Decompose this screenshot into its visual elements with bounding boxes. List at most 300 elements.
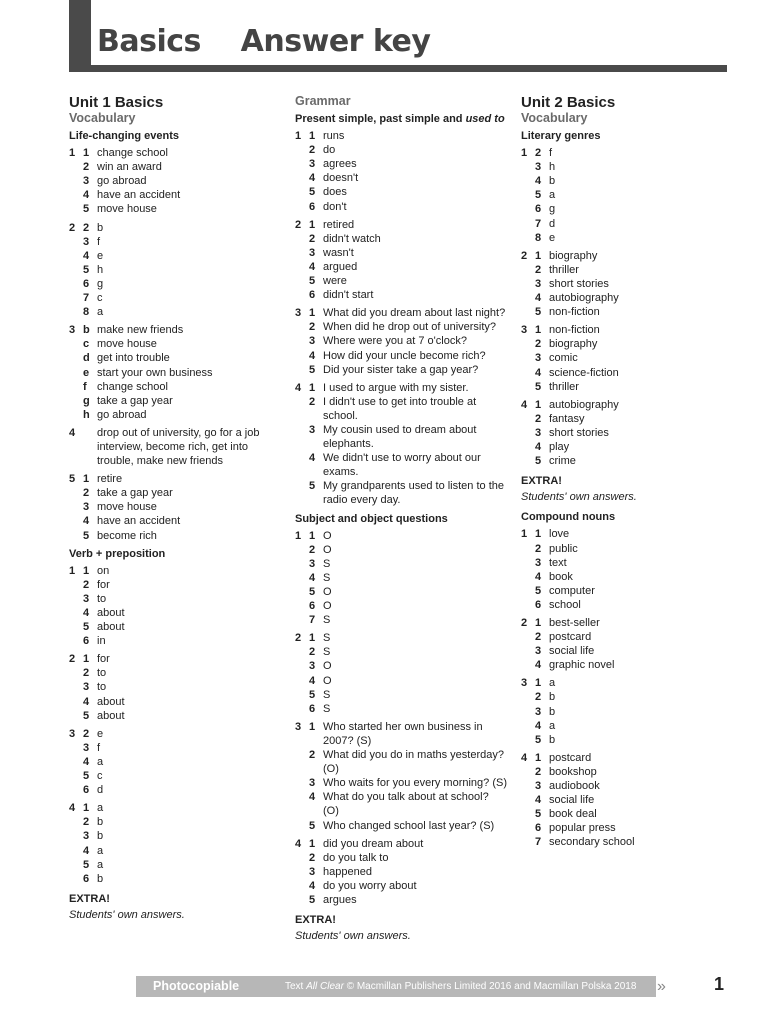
- item-number: 5: [83, 770, 90, 783]
- answer-row: [295, 837, 507, 851]
- exercise: [69, 323, 281, 422]
- item-number: 2: [535, 338, 542, 351]
- answer-text: I used to argue with my sister.: [323, 381, 469, 394]
- answer-text: e: [97, 727, 104, 740]
- item-number: 6: [535, 822, 542, 835]
- answer-row: [295, 423, 507, 451]
- item-number: 1: [535, 528, 542, 541]
- item-number: 3: [535, 161, 542, 174]
- exercise-number: 1: [295, 130, 302, 143]
- exercise: [521, 146, 733, 245]
- answer-row: [69, 755, 281, 769]
- item-number: 1: [309, 529, 316, 542]
- exercise-number: [69, 394, 83, 408]
- answer-text: change school: [97, 380, 168, 393]
- item-number: 2: [309, 321, 316, 334]
- vocab-exercises-1: [521, 146, 733, 468]
- answer-row: [69, 829, 281, 843]
- answer-row: [69, 221, 281, 235]
- answer-row: [295, 776, 507, 790]
- exercise: [69, 564, 281, 649]
- item-number: 6: [83, 872, 90, 885]
- photocopiable-label: Photocopiable: [153, 979, 240, 993]
- item-number: 5: [535, 189, 542, 202]
- item-number: 3: [309, 865, 316, 878]
- exercise-number: 4: [521, 751, 528, 764]
- answer-row: [69, 652, 281, 666]
- answer-row: [295, 395, 507, 423]
- subsection-title: Present simple, past simple and: [295, 113, 466, 125]
- item-number: 6: [83, 277, 90, 290]
- answer-text: does: [323, 186, 347, 199]
- item-number: 4: [309, 452, 316, 465]
- exercise-number: [521, 263, 535, 277]
- answer-text: What do you talk about at school? (O): [323, 791, 489, 818]
- exercise: [69, 801, 281, 886]
- answer-text: graphic novel: [549, 659, 615, 672]
- extra-label: EXTRA!: [69, 892, 110, 905]
- answer-text: c: [97, 292, 103, 305]
- answer-row: [69, 394, 281, 408]
- exercise-number: [69, 337, 83, 351]
- item-number: 6: [535, 203, 542, 216]
- item-number: 2: [535, 542, 542, 555]
- answer-text: O: [323, 600, 332, 613]
- answer-text: do you talk to: [323, 851, 389, 864]
- answer-text: a: [549, 719, 556, 732]
- answer-text: f: [549, 147, 553, 160]
- exercise-number: [69, 829, 83, 843]
- answer-text: Did your sister take a gap year?: [323, 363, 479, 376]
- exercise-number: 3: [521, 677, 528, 690]
- exercise-number: [521, 556, 535, 570]
- answer-row: [521, 616, 733, 630]
- answer-text: have an accident: [97, 189, 181, 202]
- answer-text: f: [97, 741, 101, 754]
- item-number: 1: [83, 564, 90, 577]
- exercise: [521, 751, 733, 850]
- item-number: 1: [309, 130, 316, 143]
- exercise-number: 1: [69, 564, 76, 577]
- item-number: 5: [309, 186, 316, 199]
- exercise: [521, 323, 733, 393]
- exercise-number: [69, 235, 83, 249]
- answer-text: don't: [323, 200, 347, 213]
- answer-text: b: [549, 733, 556, 746]
- answer-row: [69, 801, 281, 815]
- answer-text: move house: [97, 203, 157, 216]
- answer-row: [295, 893, 507, 907]
- exercise-number: [295, 395, 309, 423]
- exercise: [295, 218, 507, 303]
- item-number: 1: [535, 617, 542, 629]
- exercise-number: [69, 755, 83, 769]
- answer-row: [521, 751, 733, 765]
- answer-text: b: [549, 705, 556, 718]
- answer-text: Who started her own business in 2007? (S): [323, 720, 483, 747]
- item-number: [83, 426, 97, 468]
- answer-text: Where were you at 7 o'clock?: [323, 335, 467, 348]
- answer-text: public: [549, 542, 578, 555]
- exercise: [295, 381, 507, 508]
- answer-row: [69, 606, 281, 620]
- answer-text: How did your uncle become rich?: [323, 349, 486, 362]
- exercise-number: [521, 305, 535, 319]
- item-number: 3: [309, 777, 316, 790]
- exercise: [69, 727, 281, 797]
- exercise-number: [69, 380, 83, 394]
- answer-row: [295, 790, 507, 818]
- item-number: 5: [309, 586, 316, 598]
- answer-text: were: [323, 275, 347, 288]
- answer-text: did you dream about: [323, 837, 424, 850]
- answer-row: [295, 674, 507, 688]
- exercise-number: [69, 408, 83, 422]
- answer-row: [521, 542, 733, 556]
- exercise-number: 4: [295, 381, 302, 394]
- answer-text: go abroad: [97, 175, 147, 188]
- item-number: 4: [83, 249, 90, 262]
- item-number: 3: [535, 705, 542, 718]
- exercise-number: [521, 821, 535, 835]
- answer-text: audiobook: [549, 780, 600, 793]
- answer-row: [69, 146, 281, 160]
- exercise-number: [295, 748, 309, 776]
- answer-text: e: [97, 249, 104, 262]
- answer-text: f: [97, 235, 101, 248]
- answer-row: [295, 631, 507, 645]
- item-number: 3: [309, 557, 316, 570]
- exercise-number: 2: [295, 218, 302, 231]
- item-number: 2: [83, 578, 90, 591]
- exercise-number: [295, 645, 309, 659]
- exercise-number: [295, 776, 309, 790]
- item-number: 2: [535, 263, 542, 276]
- item-number: 1: [535, 677, 542, 690]
- item-number: 5: [309, 275, 316, 288]
- item-number: 5: [83, 709, 90, 722]
- answer-text: retired: [323, 218, 355, 231]
- item-number: f: [83, 380, 87, 393]
- item-number: 5: [309, 688, 316, 701]
- answer-row: [69, 695, 281, 709]
- exercise-number: 4: [69, 426, 76, 439]
- answer-text: non-fiction: [549, 306, 600, 319]
- exercise-number: [521, 231, 535, 245]
- exercise-number: [69, 666, 83, 680]
- exercise-number: [295, 479, 309, 507]
- answer-row: [295, 306, 507, 320]
- answer-row: [295, 529, 507, 543]
- item-number: 4: [535, 570, 542, 583]
- answer-row: [521, 765, 733, 779]
- item-number: 1: [83, 653, 90, 666]
- answer-row: [69, 305, 281, 319]
- answer-row: [69, 666, 281, 680]
- section-heading: Grammar: [295, 94, 351, 108]
- answer-row: [69, 291, 281, 305]
- answer-text: e: [549, 231, 556, 244]
- answer-text: social life: [549, 645, 595, 658]
- answer-text: doesn't: [323, 172, 359, 185]
- answer-row: [295, 143, 507, 157]
- exercise-number: [295, 688, 309, 702]
- section-heading: Vocabulary: [521, 111, 588, 125]
- answer-row: [69, 858, 281, 872]
- answer-row: [521, 807, 733, 821]
- unit-heading: Unit 2 Basics: [521, 94, 616, 111]
- item-number: 5: [83, 203, 90, 216]
- item-number: 2: [83, 487, 90, 500]
- item-number: 1: [535, 398, 542, 411]
- exercise-number: 3: [521, 324, 528, 337]
- answer-row: [295, 702, 507, 716]
- exercise-number: 3: [69, 727, 76, 740]
- item-number: 3: [309, 246, 316, 259]
- answer-row: [295, 865, 507, 879]
- answer-text: do you worry about: [323, 879, 417, 892]
- exercise-number: [69, 634, 83, 648]
- exercise: [295, 529, 507, 628]
- exercise-number: 3: [69, 324, 76, 337]
- answer-text: a: [97, 306, 104, 319]
- answer-text: a: [97, 755, 104, 768]
- item-number: 8: [83, 306, 90, 319]
- item-number: 5: [83, 263, 90, 276]
- item-number: 1: [535, 324, 542, 337]
- exercise-number: [69, 529, 83, 543]
- answer-row: [521, 398, 733, 412]
- answer-text: runs: [323, 130, 345, 143]
- answer-row: [521, 217, 733, 231]
- exercise: [521, 676, 733, 746]
- item-number: h: [83, 408, 90, 421]
- item-number: 3: [309, 158, 316, 171]
- answer-text: about: [97, 621, 125, 634]
- answer-text: O: [323, 529, 332, 542]
- answer-row: [521, 598, 733, 612]
- answer-row: [295, 185, 507, 199]
- answer-row: [69, 514, 281, 528]
- item-number: 4: [309, 791, 316, 804]
- answer-row: [69, 709, 281, 723]
- item-number: 2: [535, 691, 542, 704]
- item-number: 2: [309, 232, 316, 245]
- answer-row: [521, 658, 733, 672]
- answer-text: My cousin used to dream about elephants.: [323, 423, 477, 451]
- exercise-number: [295, 143, 309, 157]
- answer-row: [69, 160, 281, 174]
- answer-row: [295, 479, 507, 507]
- subsection-heading: Verb + preposition: [69, 547, 166, 560]
- exercise: [69, 652, 281, 722]
- answer-row: [295, 585, 507, 599]
- grammar-exercises-2: [295, 529, 507, 907]
- answer-text: for: [97, 653, 110, 666]
- exercise-number: [69, 188, 83, 202]
- exercise-number: [295, 349, 309, 363]
- answer-text: autobiography: [549, 292, 619, 305]
- item-number: 2: [309, 543, 316, 556]
- answer-text: do: [323, 144, 336, 157]
- item-number: 5: [83, 621, 90, 634]
- answer-row: [295, 720, 507, 748]
- answer-text: S: [323, 557, 331, 570]
- answer-row: [521, 821, 733, 835]
- item-number: 6: [309, 600, 316, 613]
- unit-heading: Unit 1 Basics: [69, 94, 164, 111]
- extra-note: Students' own answers.: [521, 491, 637, 504]
- answer-row: [69, 174, 281, 188]
- item-number: 4: [309, 172, 316, 185]
- exercise-number: [295, 288, 309, 302]
- item-number: e: [83, 366, 90, 379]
- answer-text: make new friends: [97, 324, 184, 337]
- answer-text: postcard: [549, 631, 592, 644]
- item-number: 1: [83, 473, 90, 486]
- exercise-number: [295, 599, 309, 613]
- answer-text: change school: [97, 147, 168, 160]
- answer-row: [295, 363, 507, 377]
- answer-row: [69, 815, 281, 829]
- answer-row: [521, 351, 733, 365]
- exercise-number: [521, 658, 535, 672]
- exercise: [69, 426, 281, 468]
- exercise-number: [69, 709, 83, 723]
- answer-text: d: [97, 784, 104, 797]
- answer-text: short stories: [549, 277, 609, 290]
- answer-text: a: [97, 844, 104, 857]
- exercise-number: [295, 865, 309, 879]
- answer-row: [521, 527, 733, 541]
- answer-text: a: [549, 677, 556, 690]
- answer-row: [69, 634, 281, 648]
- exercise: [521, 616, 733, 672]
- answer-row: [69, 472, 281, 486]
- exercise-number: [521, 779, 535, 793]
- item-number: 1: [83, 802, 90, 815]
- exercise-number: [295, 790, 309, 818]
- answer-row: [69, 263, 281, 277]
- answer-row: [521, 323, 733, 337]
- exercise-number: [69, 606, 83, 620]
- item-number: 6: [83, 635, 90, 648]
- exercise-number: [295, 613, 309, 627]
- subsection-title-italic: used to: [465, 113, 505, 125]
- exercise-number: [521, 733, 535, 747]
- answer-text: agrees: [323, 158, 357, 171]
- answer-row: [521, 835, 733, 849]
- answer-row: [69, 592, 281, 606]
- item-number: 5: [535, 808, 542, 821]
- item-number: 8: [535, 231, 542, 244]
- item-number: 7: [535, 217, 542, 230]
- exercise-number: 2: [69, 221, 76, 234]
- answer-row: [295, 645, 507, 659]
- exercise-number: [69, 680, 83, 694]
- answer-text: move house: [97, 501, 157, 514]
- answer-text: wasn't: [323, 246, 354, 259]
- exercise-number: [295, 260, 309, 274]
- answer-row: [69, 323, 281, 337]
- item-number: 2: [83, 816, 90, 829]
- answer-row: [521, 793, 733, 807]
- column-grammar: [295, 94, 507, 949]
- answer-text: Who changed school last year? (S): [323, 819, 495, 832]
- answer-text: O: [323, 674, 332, 687]
- answer-row: [521, 291, 733, 305]
- answer-row: [295, 599, 507, 613]
- answer-text: g: [549, 203, 556, 216]
- item-number: 6: [309, 200, 316, 213]
- item-number: 4: [309, 260, 316, 273]
- answer-row: [69, 249, 281, 263]
- answer-row: [521, 676, 733, 690]
- item-number: 2: [535, 147, 542, 160]
- answer-row: [295, 334, 507, 348]
- item-number: 2: [535, 412, 542, 425]
- answer-text: to: [97, 592, 107, 605]
- item-number: 1: [309, 218, 316, 231]
- exercise-number: [69, 249, 83, 263]
- exercise-number: [521, 630, 535, 644]
- answer-text: get into trouble: [97, 352, 170, 365]
- answer-text: didn't watch: [323, 232, 381, 245]
- answer-text: fantasy: [549, 412, 585, 425]
- item-number: 4: [309, 674, 316, 687]
- exercise: [521, 527, 733, 612]
- answer-text: I didn't use to get into trouble at school.: [323, 395, 477, 422]
- item-number: 1: [309, 381, 316, 394]
- answer-row: [521, 305, 733, 319]
- exercise-number: [295, 879, 309, 893]
- subsection-heading: Subject and object questions: [295, 512, 448, 525]
- exercise-number: [521, 584, 535, 598]
- item-number: 4: [83, 607, 90, 619]
- answer-text: O: [323, 586, 332, 598]
- answer-text: play: [549, 440, 570, 453]
- item-number: 5: [83, 529, 90, 542]
- answer-row: [521, 188, 733, 202]
- item-number: 1: [535, 249, 542, 262]
- answer-text: S: [323, 614, 331, 627]
- page-number: 1: [714, 974, 725, 994]
- answer-text: autobiography: [549, 398, 619, 411]
- exercise-number: [295, 232, 309, 246]
- exercise-number: [69, 858, 83, 872]
- answer-text: O: [323, 660, 332, 673]
- answer-row: [521, 719, 733, 733]
- answer-row: [69, 872, 281, 886]
- answer-text: My grandparents used to listen to the radio every day.: [323, 480, 504, 507]
- item-number: 5: [535, 733, 542, 746]
- answer-row: [69, 564, 281, 578]
- item-number: 2: [309, 851, 316, 864]
- item-number: 3: [83, 501, 90, 514]
- answer-text: What did you do in maths yesterday? (O): [323, 749, 504, 776]
- exercise-number: [521, 598, 535, 612]
- answer-row: [69, 408, 281, 422]
- answer-text: biography: [549, 338, 598, 351]
- item-number: 2: [535, 631, 542, 644]
- answer-text: book deal: [549, 808, 597, 821]
- exercise-number: [69, 872, 83, 886]
- answer-row: [69, 426, 281, 468]
- answer-text: b: [97, 221, 104, 234]
- exercise-number: [295, 702, 309, 716]
- unit1-content: [69, 129, 281, 886]
- answer-row: [521, 174, 733, 188]
